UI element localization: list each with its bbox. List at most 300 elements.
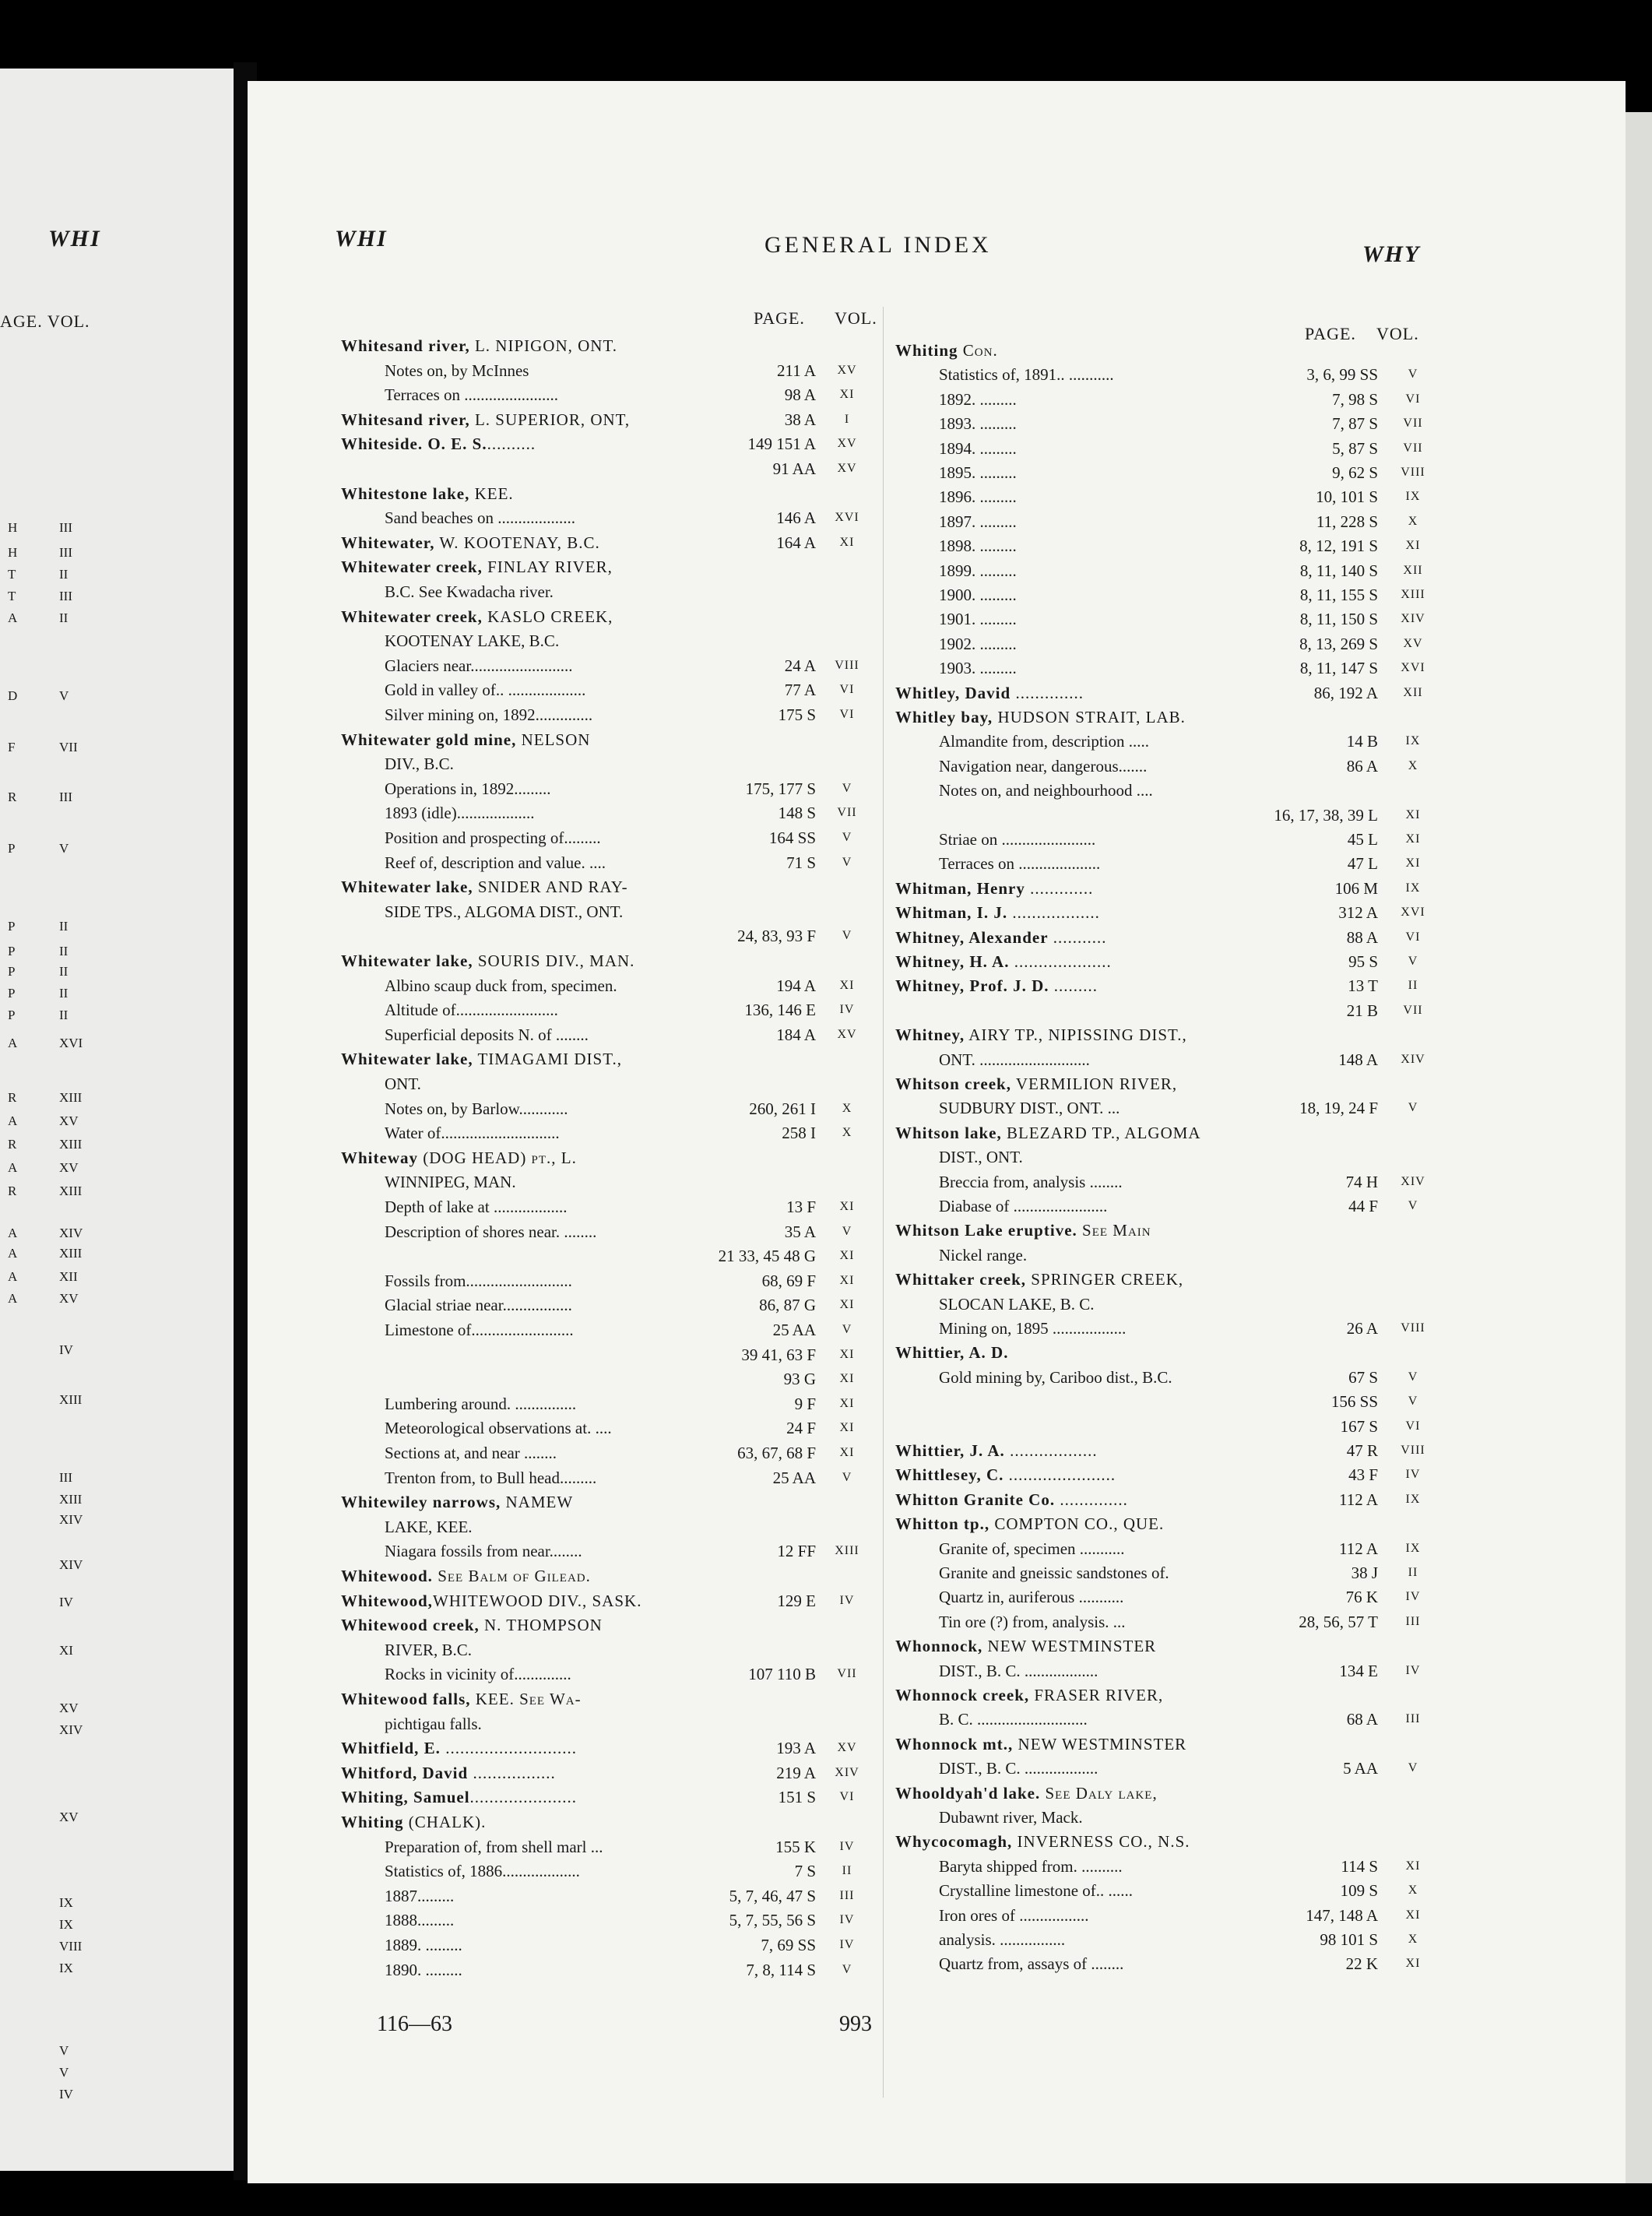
index-heading — [895, 1464, 1436, 1488]
page-reference: 164 SS — [768, 828, 816, 847]
page-reference: 24 A — [784, 656, 816, 675]
subentry-text: RIVER, B.C. — [385, 1640, 473, 1659]
heading-text — [341, 335, 617, 357]
page-reference: 5, 7, 46, 47 S — [729, 1886, 816, 1905]
facing-page-vol: V — [59, 688, 69, 703]
volume-reference: VIII — [1401, 1321, 1425, 1335]
index-heading — [895, 1440, 1436, 1464]
volume-reference: XVI — [835, 511, 859, 525]
index-heading — [341, 1565, 870, 1590]
heading-text — [895, 706, 1186, 728]
facing-page-ref: A — [8, 610, 18, 625]
index-subentry — [341, 507, 870, 532]
index-subentry — [895, 1562, 1436, 1586]
heading-term: Whitman, I. J. — [895, 903, 1008, 923]
facing-page-ref: R — [8, 1137, 17, 1152]
index-subentry — [895, 462, 1436, 486]
heading-text — [341, 1786, 577, 1808]
facing-page-vol: XIII — [59, 1184, 83, 1198]
index-subentry — [341, 1860, 870, 1885]
heading-term: Whitewood creek, — [341, 1616, 480, 1635]
heading-locality: SOURIS DIV., MAN. — [473, 951, 635, 970]
heading-locality: ........................... — [440, 1739, 577, 1758]
index-heading — [341, 556, 870, 581]
heading-term: Whitfield, E. — [341, 1739, 441, 1758]
volume-reference: XV — [837, 437, 857, 451]
subentry-text: 1890. ......... — [385, 1960, 462, 1979]
volume-reference: XI — [839, 1396, 855, 1410]
subentry-text: 1899. ......... — [939, 561, 1017, 580]
index-subentry — [895, 804, 1436, 828]
page-reference: 8, 11, 155 S — [1299, 586, 1378, 604]
index-heading — [895, 927, 1436, 951]
volume-reference: X — [842, 1101, 852, 1115]
subentry-text: Position and prospecting of......... — [385, 828, 601, 847]
volume-reference: VI — [1405, 930, 1421, 944]
subentry-text: Notes on, by McInnes — [385, 361, 529, 380]
index-subentry — [895, 608, 1436, 632]
running-head-left: WHI — [335, 226, 388, 251]
heading-locality: NAMEW — [501, 1493, 574, 1512]
index-subentry — [341, 975, 870, 1000]
subentry-text: 1894. ......... — [939, 438, 1017, 458]
index-subentry — [341, 1319, 870, 1344]
heading-term: Whitney, Prof. J. D. — [895, 976, 1049, 996]
page-reference: 86 A — [1346, 756, 1378, 776]
volume-reference: XI — [1405, 1957, 1421, 1971]
heading-text — [895, 1024, 1187, 1046]
index-heading — [895, 1342, 1436, 1366]
page-reference: 9 F — [794, 1394, 816, 1413]
index-subentry — [895, 1611, 1436, 1635]
heading-text — [341, 483, 514, 505]
subentry-text: 1895. ......... — [939, 463, 1017, 482]
index-heading — [341, 1688, 870, 1713]
heading-locality: .............. — [1011, 683, 1084, 702]
page-reference: 86, 87 G — [759, 1296, 816, 1315]
heading-text — [341, 1565, 591, 1587]
volume-reference: XV — [837, 1741, 857, 1755]
page-reference: 95 S — [1348, 952, 1378, 971]
facing-page-vol: XII — [59, 1269, 78, 1284]
heading-term: Whitson Lake eruptive. — [895, 1221, 1077, 1240]
volume-reference: XI — [839, 1372, 855, 1386]
index-subentry — [895, 730, 1436, 754]
page-reference: 88 A — [1346, 927, 1378, 947]
heading-term: Whiteside. O. E. S. — [341, 434, 487, 454]
facing-page — [0, 69, 234, 2171]
facing-page-vol: XIII — [59, 1492, 83, 1507]
index-subentry — [895, 389, 1436, 413]
page-reference: 16, 17, 38, 39 L — [1274, 805, 1378, 825]
subentry-text: Operations in, 1892......... — [385, 779, 551, 798]
heading-locality: W. KOOTENAY, B.C. — [434, 533, 600, 552]
facing-page-vol: XV — [59, 1291, 79, 1306]
page-reference: 8, 13, 269 S — [1299, 634, 1378, 653]
facing-page-ref: R — [8, 1090, 17, 1105]
page-reference: 26 A — [1346, 1319, 1378, 1338]
heading-text — [895, 1684, 1163, 1706]
subentry-text: Rocks in vicinity of.............. — [385, 1665, 571, 1684]
page-reference: 77 A — [784, 681, 816, 700]
facing-page-ref: H — [8, 545, 18, 560]
volume-reference: II — [1408, 1566, 1418, 1579]
index-heading — [895, 1513, 1436, 1537]
subentry-text: ONT. ........................... — [939, 1050, 1090, 1069]
facing-page-vol: IV — [59, 1595, 73, 1609]
volume-reference: XI — [1405, 1859, 1421, 1873]
heading-locality: NEW WESTMINSTER — [1013, 1734, 1187, 1753]
heading-term: Whittier, A. D. — [895, 1343, 1009, 1363]
index-heading — [341, 1048, 870, 1073]
page-reference: 107 110 B — [748, 1665, 816, 1684]
index-heading — [341, 1811, 870, 1836]
index-subentry — [895, 1293, 1436, 1317]
page-reference: 8, 11, 150 S — [1299, 610, 1378, 629]
volume-reference: V — [1408, 1199, 1418, 1212]
subentry-text: 1887......... — [385, 1886, 455, 1905]
volume-reference: XI — [839, 1347, 855, 1361]
index-heading — [895, 706, 1436, 730]
index-subentry — [895, 560, 1436, 584]
heading-term: Whiting, Samuel — [341, 1788, 470, 1807]
index-subentry — [341, 704, 870, 729]
facing-page-col-header: AGE. VOL. — [0, 311, 90, 331]
index-heading — [895, 1782, 1436, 1806]
heading-locality: (DOG HEAD) pt., L. — [418, 1148, 577, 1167]
facing-page-vol: XIII — [59, 1090, 83, 1105]
volume-reference: XI — [839, 1421, 855, 1435]
volume-reference: V — [842, 1323, 852, 1336]
index-subentry — [341, 1713, 870, 1738]
index-subentry — [341, 1221, 870, 1246]
heading-term: Whiting — [895, 341, 958, 360]
volume-reference: VII — [837, 806, 857, 820]
index-heading — [341, 1614, 870, 1639]
heading-locality: L. SUPERIOR, ONT, — [469, 410, 631, 429]
subentry-text: Niagara fossils from near........ — [385, 1542, 582, 1561]
heading-locality: .................. — [1004, 1441, 1098, 1460]
index-subentry — [895, 1244, 1436, 1268]
heading-term: Whitewood. — [341, 1567, 433, 1585]
index-heading — [341, 1762, 870, 1787]
index-subentry — [341, 1245, 870, 1270]
volume-reference: XV — [837, 363, 857, 377]
subentry-text: SLOCAN LAKE, B. C. — [939, 1294, 1095, 1314]
index-subentry — [341, 1098, 870, 1123]
volume-reference: III — [839, 1888, 855, 1902]
index-heading — [341, 729, 870, 754]
index-subentry — [895, 486, 1436, 510]
subentry-text: Baryta shipped from. .......... — [939, 1856, 1123, 1876]
volume-reference: XVI — [1401, 661, 1425, 675]
heading-term: Whitson lake, — [895, 1123, 1002, 1142]
volume-reference: V — [842, 1224, 852, 1238]
heading-text — [341, 1048, 622, 1070]
page-reference: 43 F — [1348, 1465, 1378, 1485]
facing-page-vol: II — [59, 1008, 69, 1022]
heading-text — [895, 927, 1107, 948]
volume-reference: XIV — [1401, 612, 1425, 626]
running-head-right: WHY — [1362, 241, 1421, 267]
subentry-text: Granite of, specimen ........... — [939, 1539, 1125, 1558]
subentry-text: Glacial striae near................. — [385, 1296, 572, 1315]
heading-locality: L. NIPIGON, ONT. — [469, 336, 617, 355]
index-subentry — [341, 384, 870, 409]
page-reference: 8, 11, 140 S — [1299, 561, 1378, 580]
index-subentry — [895, 438, 1436, 462]
page-reference: 91 AA — [772, 459, 816, 478]
page-reference: 3, 6, 99 SS — [1306, 365, 1378, 385]
volume-reference: VIII — [1401, 466, 1425, 479]
page-reference: 47 L — [1347, 854, 1378, 874]
page-reference: 148 S — [778, 804, 816, 823]
volume-reference: XIII — [835, 1544, 859, 1558]
page-reference: 18, 19, 24 F — [1299, 1099, 1378, 1118]
subentry-text: Statistics of, 1886................... — [385, 1862, 580, 1881]
heading-term: Whiting — [341, 1813, 404, 1831]
page-reference: 136, 146 E — [744, 1001, 816, 1020]
facing-page-ref: A — [8, 1226, 18, 1240]
facing-page-ref: T — [8, 567, 16, 582]
page-reference: 44 F — [1348, 1197, 1378, 1215]
subentry-text: Albino scaup duck from, specimen. — [385, 976, 617, 995]
facing-page-vol: II — [59, 567, 69, 582]
page-reference: 25 AA — [772, 1468, 816, 1487]
index-heading — [341, 606, 870, 631]
volume-reference: II — [1408, 979, 1418, 993]
index-subentry — [341, 1516, 870, 1541]
subentry-text: DIST., B. C. .................. — [939, 1661, 1098, 1680]
volume-reference: III — [1405, 1712, 1421, 1726]
subentry-text: Silver mining on, 1892.............. — [385, 705, 593, 724]
index-heading — [341, 876, 870, 901]
index-subentry — [341, 925, 870, 950]
page-reference: 194 A — [776, 976, 816, 995]
subentry-text: Notes on, by Barlow............ — [385, 1099, 568, 1118]
subentry-text: 1902. ......... — [939, 634, 1017, 653]
subentry-text: Breccia from, analysis ........ — [939, 1172, 1123, 1191]
volume-reference: XI — [1405, 857, 1421, 871]
subentry-text: 1888......... — [385, 1911, 455, 1930]
page-reference: 151 S — [778, 1788, 816, 1807]
volume-reference: V — [1408, 955, 1418, 968]
heading-locality: WHITEWOOD DIV., SASK. — [432, 1591, 642, 1610]
index-subentry — [895, 633, 1436, 657]
facing-page-ref: A — [8, 1160, 18, 1175]
index-subentry — [341, 581, 870, 606]
heading-term: Whitman, Henry — [895, 878, 1025, 898]
heading-text — [341, 1614, 603, 1636]
subentry-text: Tin ore (?) from, analysis. ... — [939, 1612, 1126, 1631]
page-reference: 175, 177 S — [745, 779, 816, 798]
volume-reference: X — [1408, 514, 1418, 528]
heading-locality: BLEZARD TP., ALGOMA — [1001, 1123, 1201, 1142]
heading-locality: ...................... — [1004, 1465, 1116, 1485]
subentry-text: Nickel range. — [939, 1245, 1028, 1265]
subentry-text: Gold in valley of.. ................... — [385, 681, 586, 700]
subentry-text: Almandite from, description ..... — [939, 732, 1150, 751]
page-reference: 112 A — [1339, 1539, 1378, 1558]
heading-locality: KASLO CREEK, — [482, 607, 613, 626]
volume-reference: V — [1408, 1761, 1418, 1775]
page-reference: 7, 98 S — [1332, 389, 1378, 409]
index-subentry — [895, 1880, 1436, 1904]
volume-reference: VI — [839, 1790, 855, 1804]
volume-reference: IV — [839, 1003, 855, 1017]
facing-page-vol: XV — [59, 1160, 79, 1175]
index-heading — [895, 1831, 1436, 1855]
index-subentry — [341, 1909, 870, 1934]
facing-page-vol: XV — [59, 1810, 79, 1824]
facing-page-ref: R — [8, 790, 17, 804]
index-subentry — [341, 679, 870, 704]
heading-text — [895, 951, 1112, 973]
heading-text — [895, 1440, 1098, 1462]
subentry-text: Iron ores of ................. — [939, 1905, 1089, 1925]
page-reference: 155 K — [775, 1837, 816, 1856]
facing-page-vol: XIV — [59, 1512, 83, 1527]
heading-term: Whitford, David — [341, 1763, 469, 1782]
subentry-text: Statistics of, 1891.. ........... — [939, 365, 1114, 385]
facing-page-vol: III — [59, 790, 72, 804]
index-heading — [895, 1024, 1436, 1048]
heading-locality: AIRY TP., NIPISSING DIST., — [965, 1025, 1187, 1045]
index-heading — [895, 1733, 1436, 1757]
col1-vol-header: VOL. — [835, 308, 877, 328]
page-reference: 148 A — [1338, 1050, 1378, 1069]
volume-reference: IV — [1405, 1663, 1421, 1677]
index-subentry — [341, 999, 870, 1024]
facing-page-vol: XV — [59, 1113, 79, 1128]
volume-reference: IV — [839, 1839, 855, 1853]
heading-term: Whonnock, — [895, 1637, 983, 1656]
subentry-text: 1903. ......... — [939, 659, 1017, 678]
index-subentry — [341, 827, 870, 852]
subentry-text: Sand beaches on ................... — [385, 508, 575, 528]
facing-page-ref: A — [8, 1036, 18, 1050]
subentry-text: SIDE TPS., ALGOMA DIST., ONT. — [385, 902, 624, 921]
heading-text — [341, 729, 590, 751]
subentry-text: KOOTENAY LAKE, B.C. — [385, 631, 560, 651]
heading-term: Whittlesey, C. — [895, 1465, 1004, 1485]
index-subentry — [895, 1708, 1436, 1732]
index-subentry — [895, 1757, 1436, 1782]
index-subentry — [341, 1959, 870, 1984]
index-heading — [341, 1737, 870, 1762]
index-heading — [341, 335, 870, 360]
page-reference: 7, 8, 114 S — [746, 1960, 816, 1979]
facing-page-ref: A — [8, 1291, 18, 1306]
volume-reference: X — [1408, 758, 1418, 772]
subentry-text: 1897. ......... — [939, 512, 1017, 531]
page-reference: 175 S — [778, 705, 816, 724]
index-subentry — [341, 1885, 870, 1910]
subentry-text: Sections at, and near ........ — [385, 1444, 557, 1462]
index-heading — [895, 878, 1436, 902]
heading-term: Whitton tp., — [895, 1514, 990, 1534]
index-subentry — [895, 511, 1436, 535]
subentry-text: ONT. — [385, 1075, 421, 1093]
volume-reference: III — [1405, 1614, 1421, 1628]
index-subentry — [895, 1195, 1436, 1219]
page-reference: 24, 83, 93 F — [737, 927, 816, 946]
facing-page-ref: R — [8, 1184, 17, 1198]
heading-text — [341, 532, 600, 554]
volume-reference: II — [842, 1864, 852, 1878]
heading-locality: ............. — [1025, 878, 1094, 898]
index-heading — [341, 1590, 870, 1615]
heading-locality: .......... — [487, 434, 536, 454]
facing-page-ref: A — [8, 1113, 18, 1128]
index-subentry — [895, 1000, 1436, 1024]
heading-locality: KEE. — [469, 484, 514, 503]
page-reference: 219 A — [776, 1763, 816, 1782]
page-reference: 114 S — [1341, 1856, 1378, 1876]
heading-term: Whitesand river, — [341, 410, 470, 429]
index-heading — [895, 339, 1436, 364]
facing-page-ref: P — [8, 841, 16, 856]
facing-page-ref: T — [8, 589, 16, 603]
heading-text — [895, 1513, 1164, 1535]
volume-reference: XV — [1403, 636, 1423, 650]
heading-term: Whitewater lake, — [341, 951, 473, 970]
heading-text — [895, 1635, 1156, 1657]
index-heading — [895, 1219, 1436, 1243]
page-reference: 22 K — [1345, 1954, 1378, 1974]
heading-locality: SPRINGER CREEK, — [1026, 1270, 1184, 1289]
subentry-text: Gold mining by, Cariboo dist., B.C. — [939, 1367, 1172, 1387]
index-subentry — [895, 828, 1436, 853]
subentry-text: Terraces on .................... — [939, 854, 1101, 874]
facing-page-ref: P — [8, 944, 16, 959]
heading-text — [895, 1733, 1186, 1755]
volume-reference: V — [842, 1470, 852, 1484]
volume-reference: V — [1408, 1370, 1418, 1384]
page-reference: 39 41, 63 F — [741, 1345, 816, 1364]
heading-term: Whitewiley narrows, — [341, 1493, 501, 1512]
page-reference: 149 151 A — [747, 434, 816, 454]
index-subentry — [895, 1416, 1436, 1440]
subentry-text: Diabase of ....................... — [939, 1197, 1108, 1215]
heading-locality: NELSON — [516, 730, 591, 749]
heading-text — [341, 1762, 556, 1784]
subentry-text: Mining on, 1895 .................. — [939, 1319, 1127, 1338]
facing-page-vol: III — [59, 520, 72, 535]
index-heading — [341, 409, 870, 434]
page-reference: 193 A — [776, 1739, 816, 1758]
col2-page-header: PAGE. — [1305, 324, 1356, 343]
page-reference: 21 33, 45 48 G — [718, 1247, 816, 1266]
page-reference: 98 101 S — [1320, 1930, 1378, 1949]
page-reference: 147, 148 A — [1306, 1905, 1378, 1925]
heading-locality: HUDSON STRAIT, LAB. — [993, 708, 1186, 726]
page-reference: 14 B — [1346, 732, 1378, 751]
index-subentry — [341, 360, 870, 385]
facing-page-vol: V — [59, 841, 69, 856]
heading-text — [895, 1219, 1151, 1241]
index-subentry — [341, 1934, 870, 1959]
volume-reference: VI — [839, 708, 855, 721]
index-subentry — [341, 1417, 870, 1442]
page-reference: 167 S — [1340, 1416, 1378, 1436]
index-subentry — [341, 1294, 870, 1319]
heading-text — [895, 1831, 1190, 1852]
page-reference: 47 R — [1346, 1441, 1378, 1460]
facing-page-vol: II — [59, 610, 69, 625]
heading-locality: ........... — [1048, 927, 1107, 947]
subentry-text: Fossils from.......................... — [385, 1271, 572, 1290]
